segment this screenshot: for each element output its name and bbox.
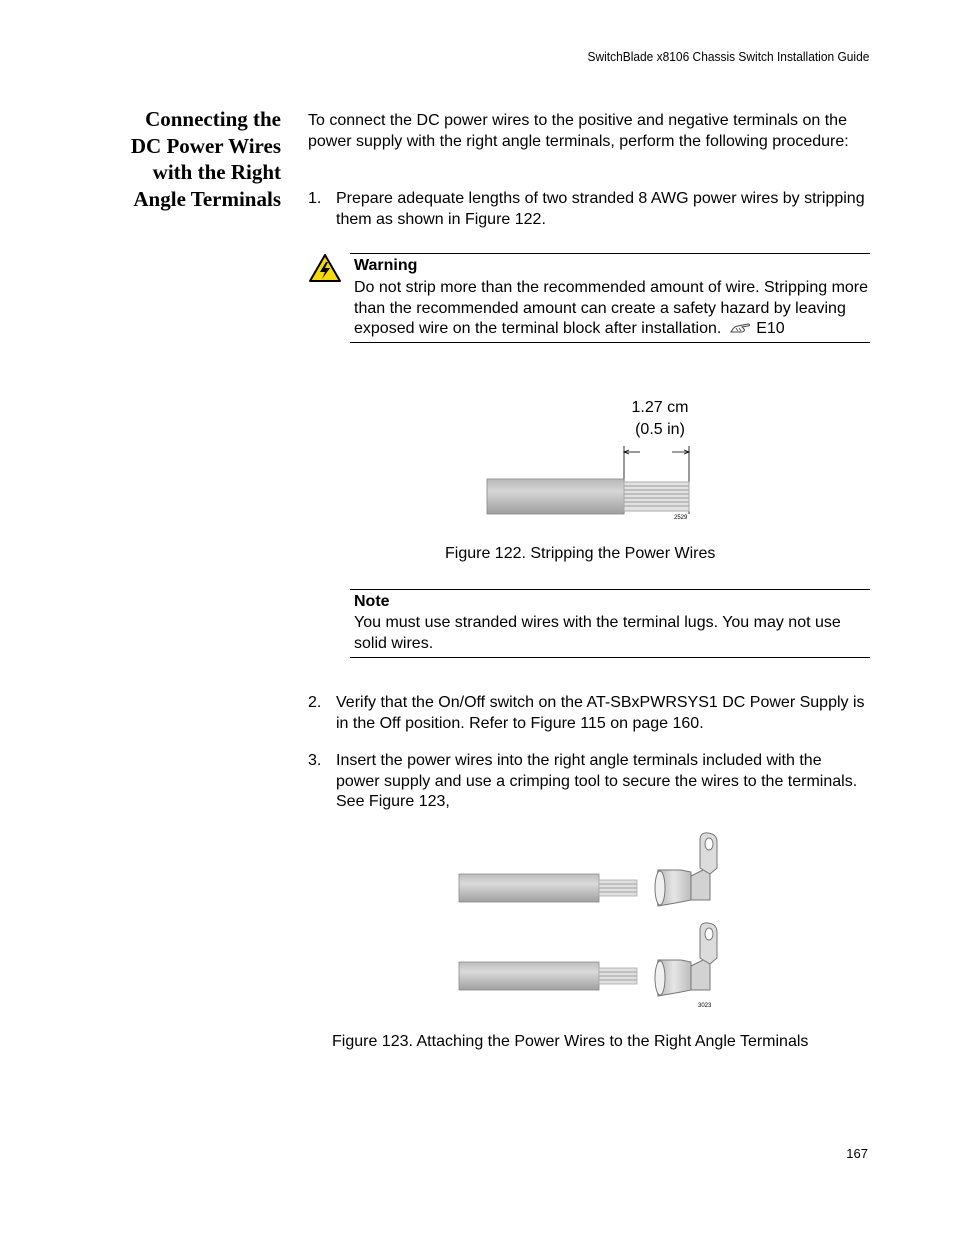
wire-insulation (487, 479, 624, 514)
section-heading-line: Angle Terminals (133, 186, 281, 211)
intro-paragraph: To connect the DC power wires to the positive and negative terminals on the power supply with the right angle terminals, perform the following procedure: (308, 112, 849, 150)
note-title: Note (354, 593, 390, 610)
section-heading-line: DC Power Wires (130, 133, 281, 158)
step-text: Verify that the On/Off switch on the AT-SBxPWRSYS1 DC Power Supply is in the Off position. Refer to Figure 115 on page 160. (336, 694, 865, 732)
page-number: 167 (846, 1146, 868, 1161)
figure-122-caption: Figure 122. Stripping the Power Wires (445, 545, 716, 562)
figure-123-illustration (455, 830, 735, 1012)
note-bottom-rule (350, 657, 870, 658)
power-wire (459, 874, 637, 902)
step-number: 2. (308, 694, 322, 711)
section-heading (100, 106, 281, 212)
warning-text: Do not strip more than the recommended amount of wire. Stripping more than the recommended amount can create a safety hazard by leaving exposed wire on the terminal block after installation. (354, 279, 869, 337)
hand-pointer-icon (730, 322, 752, 334)
art-id-label: 3023 (698, 1003, 712, 1009)
step-text: Insert the power wires into the right angle terminals included with the power supply and use a crimping tool to secure the wires to the terminals. See Figure 123, (336, 752, 858, 810)
warning-bottom-rule (350, 342, 870, 343)
right-angle-terminal (655, 923, 717, 996)
power-wire (459, 962, 637, 990)
electrical-hazard-icon (308, 253, 342, 283)
step-number: 1. (308, 190, 322, 207)
section-heading-line: Connecting the (145, 107, 281, 131)
warning-title: Warning (354, 257, 418, 274)
warning-ref-code: E10 (756, 320, 785, 337)
figure-122-illustration (480, 390, 710, 525)
step-number: 3. (308, 752, 322, 769)
warning-body (354, 278, 869, 340)
dimension-in-label: (0.5 in) (635, 421, 685, 438)
art-id-label: 2529 (674, 515, 688, 521)
dimension-cm-label: 1.27 cm (631, 399, 689, 416)
section-heading-line: with the Right (152, 160, 281, 184)
note-body: You must use stranded wires with the terminal lugs. You may not use solid wires. (354, 614, 841, 652)
note-top-rule (350, 589, 870, 590)
stripped-strands (624, 482, 689, 511)
warning-top-rule (350, 253, 870, 254)
right-angle-terminal (655, 833, 717, 906)
step-text: Prepare adequate lengths of two stranded 8 AWG power wires by stripping them as shown in Figure 122. (336, 190, 865, 228)
figure-123-caption: Figure 123. Attaching the Power Wires to the Right Angle Terminals (332, 1033, 809, 1050)
running-header: SwitchBlade x8106 Chassis Switch Installation Guide (587, 49, 869, 64)
